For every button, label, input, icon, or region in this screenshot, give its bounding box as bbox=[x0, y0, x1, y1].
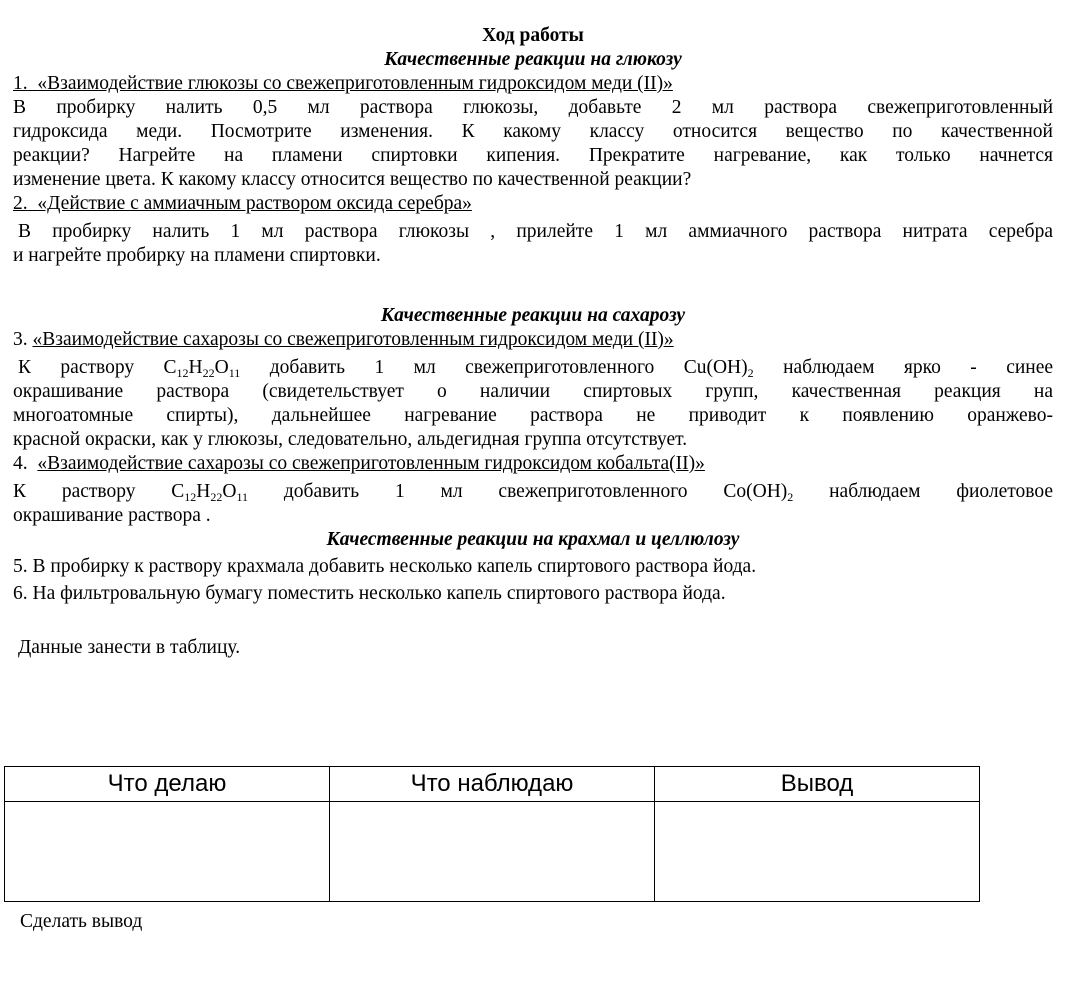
header-what-i-observe: Что наблюдаю bbox=[330, 767, 655, 802]
exp2-title: 2. «Действие с аммиачным раствором оксида серебра» bbox=[13, 193, 472, 214]
exp3-line-1: К раствору $C_{12}H_{22}O_{11}$ добавить 1 мл свежеприготовленного $Cu(OH)_2$ наблюдаем ярко - синее bbox=[18, 357, 1054, 380]
header-what-i-do: Что делаю bbox=[5, 767, 330, 802]
cobalt-hydroxide-formula: $Co(OH)_2$ bbox=[723, 481, 794, 504]
table-note: Данные занести в таблицу. bbox=[18, 637, 241, 658]
sucrose-heading: Качественные реакции на сахарозу bbox=[380, 305, 686, 326]
exp4-line-2: окрашивание раствора . bbox=[13, 505, 211, 526]
exp3-line-4: красной окраски, как у глюкозы, следовательно, альдегидная группа отсутствует. bbox=[13, 429, 688, 450]
exp1-line-3: реакции? Нагрейте на пламени спиртовки кипения. Прекратите нагревание, как только начнется bbox=[13, 145, 1053, 166]
exp2-line-1: В пробирку налить 1 мл раствора глюкозы , прилейте 1 мл аммиачного раствора нитрата серебра bbox=[18, 221, 1053, 242]
starch-heading: Качественные реакции на крахмал и целлюлозу bbox=[326, 529, 740, 550]
glucose-heading: Качественные реакции на глюкозу bbox=[384, 49, 682, 70]
table-cell[interactable] bbox=[330, 802, 655, 902]
exp1-line-1: В пробирку налить 0,5 мл раствора глюкозы, добавьте 2 мл раствора свежеприготовленный bbox=[13, 97, 1053, 118]
table-cell[interactable] bbox=[655, 802, 980, 902]
exp3-line-2: окрашивание раствора (свидетельствует о наличии спиртовых групп, качественная реакция на bbox=[13, 381, 1053, 402]
sucrose-formula: $C_{12}H_{22}O_{11}$ bbox=[163, 357, 241, 380]
document-page bbox=[13, 0, 1053, 660]
header-conclusion: Вывод bbox=[655, 767, 980, 802]
exp1-line-2: гидроксида меди. Посмотрите изменения. К какому классу относится вещество по качественной bbox=[13, 121, 1053, 142]
conclusion-instruction: Сделать вывод bbox=[20, 911, 143, 932]
observation-table bbox=[4, 766, 980, 902]
table-cell[interactable] bbox=[5, 802, 330, 902]
table-row bbox=[5, 802, 980, 902]
exp1-line-4: изменение цвета. К какому классу относится вещество по качественной реакции? bbox=[13, 169, 692, 190]
exp3-line-3: многоатомные спирты), дальнейшее нагревание раствора не приводит к появлению оранжево- bbox=[13, 405, 1053, 426]
exp6-text: 6. На фильтровальную бумагу поместить несколько капель спиртового раствора йода. bbox=[13, 583, 726, 604]
exp1-title: 1. «Взаимодействие глюкозы со свежеприготовленным гидроксидом меди (II)» bbox=[13, 73, 673, 94]
table-header-row bbox=[5, 767, 980, 802]
exp4-title: 4. «Взаимодействие сахарозы со свежеприготовленным гидроксидом кобальта(II)» bbox=[13, 453, 705, 474]
page-title: Ход работы bbox=[482, 25, 584, 46]
exp4-line-1: К раствору $C_{12}H_{22}O_{11}$ добавить 1 мл свежеприготовленного $Co(OH)_2$ наблюдаем фиолетовое bbox=[13, 481, 1054, 504]
sucrose-formula: $C_{12}H_{22}O_{11}$ bbox=[171, 481, 249, 504]
exp2-line-2: и нагрейте пробирку на пламени спиртовки. bbox=[13, 245, 381, 266]
exp5-text: 5. В пробирку к раствору крахмала добавить несколько капель спиртового раствора йода. bbox=[13, 556, 757, 577]
copper-hydroxide-formula: $Cu(OH)_2$ bbox=[683, 357, 754, 380]
exp3-title: 3. «Взаимодействие сахарозы со свежеприготовленным гидроксидом меди (II)» bbox=[13, 329, 674, 350]
